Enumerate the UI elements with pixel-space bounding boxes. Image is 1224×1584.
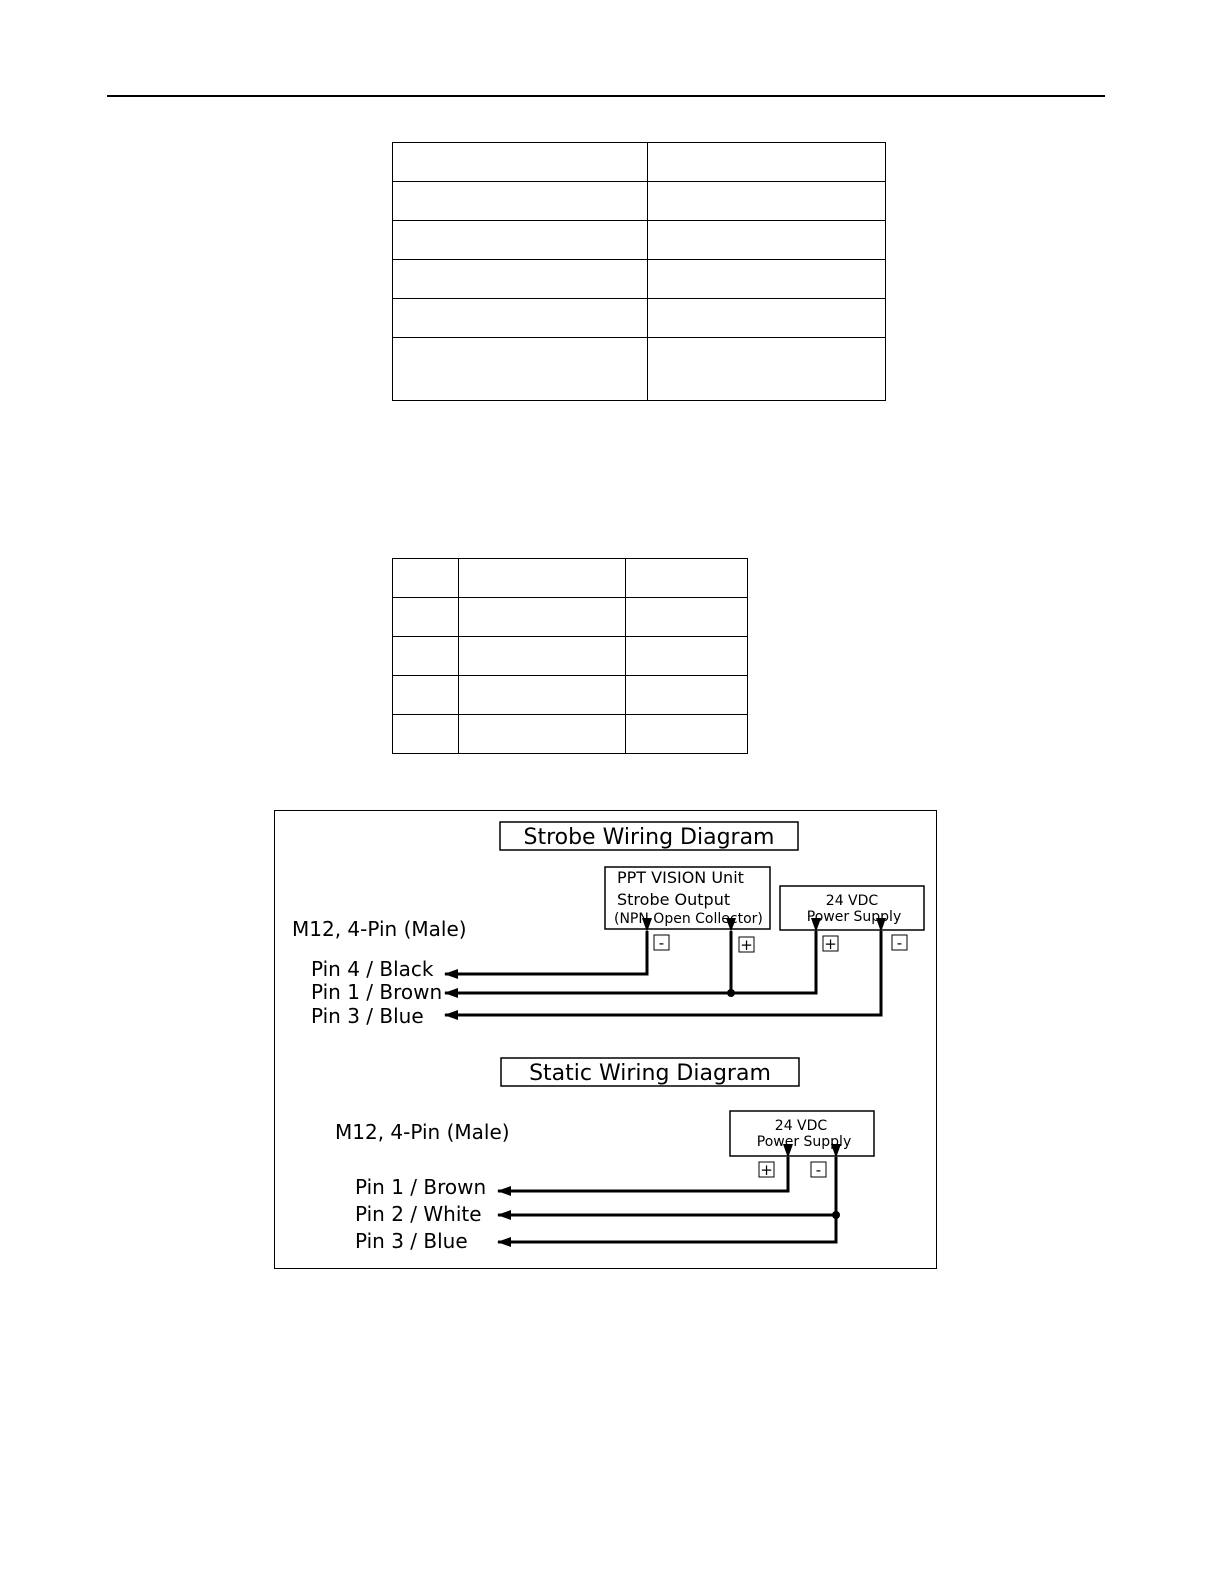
table-cell <box>626 676 748 715</box>
static-supply-voltage: 24 VDC <box>774 1118 828 1134</box>
table-cell <box>393 143 648 182</box>
pinout-table <box>392 558 748 754</box>
table-cell <box>393 676 459 715</box>
strobe-pin-label: Pin 3 / Blue <box>311 1004 424 1028</box>
table-row <box>393 637 748 676</box>
strobe-connector-label: M12, 4-Pin (Male) <box>292 917 467 941</box>
static-pin-label: Pin 1 / Brown <box>355 1175 487 1199</box>
table-cell <box>626 559 748 598</box>
strobe-supply-label: Power Supply <box>806 909 902 925</box>
table-row <box>393 715 748 754</box>
unit-output: Strobe Output <box>617 890 731 909</box>
table-row <box>393 338 886 401</box>
wiring-diagram <box>274 810 938 1270</box>
static-supply-label: Power Supply <box>756 1134 852 1150</box>
table-cell <box>648 143 886 182</box>
unit-plus-sign: + <box>740 936 753 954</box>
table-cell <box>393 598 459 637</box>
table-row <box>393 299 886 338</box>
table-cell <box>393 299 648 338</box>
table-cell <box>626 637 748 676</box>
strobe-title: Strobe Wiring Diagram <box>523 825 775 850</box>
unit-minus-sign: - <box>658 934 665 952</box>
header-rule <box>107 95 1105 97</box>
table-cell <box>393 338 648 401</box>
table-cell <box>393 221 648 260</box>
table-row <box>393 182 886 221</box>
table-cell <box>459 559 626 598</box>
strobe-supply-voltage: 24 VDC <box>825 893 879 909</box>
table-row <box>393 143 886 182</box>
table-cell <box>459 715 626 754</box>
strobe-pin-label: Pin 4 / Black <box>311 957 434 981</box>
table-row <box>393 260 886 299</box>
supply-plus-sign: + <box>824 935 837 953</box>
table-row <box>393 559 748 598</box>
table-cell <box>648 299 886 338</box>
table-cell <box>626 715 748 754</box>
table-cell <box>648 221 886 260</box>
table-cell <box>393 260 648 299</box>
table-cell <box>648 260 886 299</box>
unit-name: PPT VISION Unit <box>617 868 744 887</box>
table-cell <box>393 715 459 754</box>
static-pin-label: Pin 3 / Blue <box>355 1229 468 1253</box>
specifications-table <box>392 142 886 401</box>
table-row <box>393 598 748 637</box>
table-row <box>393 221 886 260</box>
table-cell <box>459 676 626 715</box>
unit-output-type: (NPN Open Collector) <box>614 911 763 927</box>
static-minus-sign: - <box>815 1161 822 1179</box>
static-connector-label: M12, 4-Pin (Male) <box>335 1120 510 1144</box>
strobe-pin-label: Pin 1 / Brown <box>311 980 443 1004</box>
table-cell <box>393 559 459 598</box>
table-cell <box>393 637 459 676</box>
supply-minus-sign: - <box>896 934 903 952</box>
static-title: Static Wiring Diagram <box>529 1061 771 1086</box>
table-cell <box>459 637 626 676</box>
table-cell <box>648 182 886 221</box>
static-plus-sign: + <box>760 1161 773 1179</box>
static-pin-label: Pin 2 / White <box>355 1202 482 1226</box>
table-cell <box>648 338 886 401</box>
table-cell <box>626 598 748 637</box>
junction-dot <box>727 989 735 997</box>
table-cell <box>459 598 626 637</box>
junction-dot <box>832 1211 840 1219</box>
table-row <box>393 676 748 715</box>
table-cell <box>393 182 648 221</box>
